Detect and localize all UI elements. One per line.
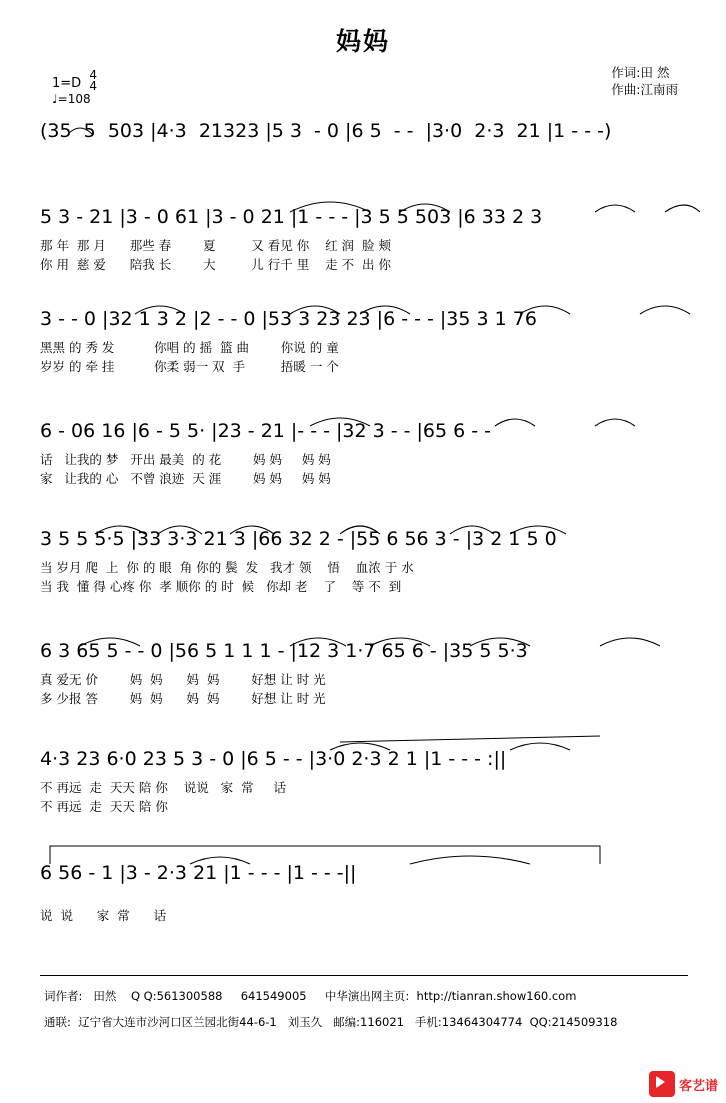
lyric-line-1: 黑黑 的 秀 发 你唱 的 摇 篮 曲 你说 的 童 bbox=[40, 340, 339, 355]
lyric-line-1: 说 说 家 常 话 bbox=[40, 908, 167, 923]
site-logo[interactable] bbox=[649, 1071, 718, 1097]
lyric-line-2: 不 再远 走 天天 陪 你 bbox=[40, 799, 168, 814]
lyric-line-1: 当 岁月 爬 上 你 的 眼 角 你的 鬓 发 我才 领 悟 血浓 于 水 bbox=[40, 560, 414, 575]
footer-line-1: 词作者: 田然 Q Q:561300588 641549005 中华演出网主页: http://tianran.show160.com bbox=[44, 989, 577, 1003]
time-signature-denominator: 4 bbox=[89, 79, 97, 93]
lyric-line-2: 你 用 慈 爱 陪我 长 大 儿 行千 里 走 不 出 你 bbox=[40, 257, 391, 272]
notes-line: 6 56 - 1 |3 - 2·3 21 |1 - - - |1 - - -|| bbox=[40, 862, 357, 884]
logo-text: 客艺谱 bbox=[678, 1078, 718, 1094]
lyric-line-2: 家 让我的 心 不曾 浪迹 天 涯 妈 妈 妈 妈 bbox=[40, 471, 331, 486]
notes-line: 3 5 5 5·5 |33 3·3 21 3 |66 32 2 - |55 6 56 3 - |3 2 1 5 0 bbox=[40, 528, 557, 550]
notes-line: 3 - - 0 |32 1 3 2 |2 - - 0 |53 3 23 23 |6 - - - |35 3 1 76 bbox=[40, 308, 537, 330]
credits-block bbox=[611, 64, 678, 98]
time-signature bbox=[89, 70, 97, 91]
quarter-note-icon: ♩ bbox=[52, 92, 58, 106]
music-system-3 bbox=[40, 292, 700, 376]
time-signature-numerator: 4 bbox=[89, 68, 97, 82]
music-system-2 bbox=[40, 190, 700, 274]
lyric-line-1: 真 爱无 价 妈 妈 妈 妈 好想 让 时 光 bbox=[40, 672, 326, 687]
lyric-line-1: 话 让我的 梦 开出 最美 的 花 妈 妈 妈 妈 bbox=[40, 452, 331, 467]
key-signature bbox=[52, 70, 97, 91]
tempo-value: =108 bbox=[57, 92, 91, 106]
music-system-4 bbox=[40, 404, 700, 488]
footer-divider bbox=[40, 975, 688, 976]
music-system-6 bbox=[40, 624, 700, 708]
page-title: 妈妈 bbox=[335, 27, 390, 56]
notes-line: 6 - 06 16 |6 - 5 5· |23 - 21 |- - - |32 3 - - |65 6 - - bbox=[40, 420, 492, 442]
lyric-line-2: 岁岁 的 牵 挂 你柔 弱一 双 手 捂暖 一 个 bbox=[40, 359, 339, 374]
lyric-line-2: 多 少报 答 妈 妈 妈 妈 好想 让 时 光 bbox=[40, 691, 326, 706]
music-system-5 bbox=[40, 512, 700, 596]
lyric-line-1: 不 再远 走 天天 陪 你 说说 家 常 话 bbox=[40, 780, 286, 795]
music-system-1 bbox=[40, 118, 700, 144]
tempo-marking bbox=[52, 92, 91, 106]
key-label: 1=D bbox=[52, 76, 82, 91]
notes-line: 5 3 - 21 |3 - 0 61 |3 - 0 21 |1 - - - |3 5 5 503 |6 33 2 3 bbox=[40, 206, 543, 228]
notes-line: 6 3 65 5 - - 0 |56 5 1 1 1 - |12 3 1·7 65 6 - |35 5 5·3 bbox=[40, 640, 528, 662]
lyric-line-2: 当 我 懂 得 心疼 你 孝 顺你 的 时 候 你却 老 了 等 不 到 bbox=[40, 579, 402, 594]
lyric-line-1: 那 年 那 月 那些 春 夏 又 看见 你 红 润 脸 颊 bbox=[40, 238, 391, 253]
play-mark-icon bbox=[649, 1071, 675, 1097]
notes-line: 4·3 23 6·0 23 5 3 - 0 |6 5 - - |3·0 2·3 2 1 |1 - - - :|| bbox=[40, 748, 507, 770]
notes-line: (35 5 503 |4·3 21323 |5 3 - 0 |6 5 - - |3·0 2·3 21 |1 - - -) bbox=[40, 120, 612, 142]
music-system-7 bbox=[40, 732, 700, 816]
music-system-8 bbox=[40, 838, 700, 925]
footer-line-2: 通联: 辽宁省大连市沙河口区兰园北街44-6-1 刘玉久 邮编:116021 手机:13464304774 QQ:214509318 bbox=[44, 1015, 618, 1029]
composer-line: 作曲:江南雨 bbox=[611, 82, 678, 97]
lyricist-line: 作词:田 然 bbox=[611, 65, 670, 80]
